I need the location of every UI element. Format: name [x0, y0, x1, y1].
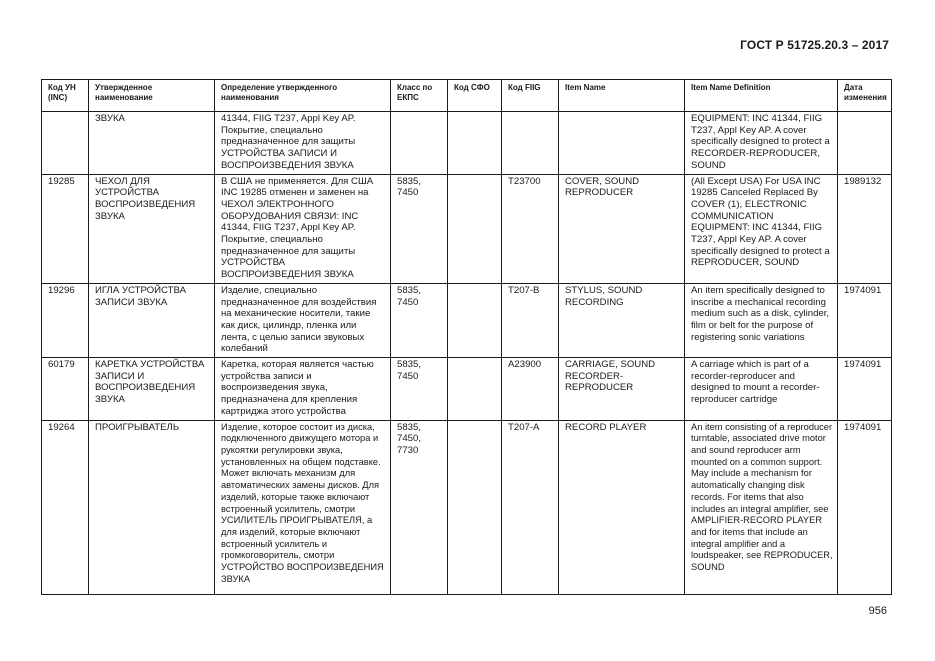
cell-item-definition: An item specifically designed to inscribe a mechanical recording medium such as a disk, cylinder, film or belt for the purpose of registering sonic variations — [685, 283, 838, 357]
table-row — [42, 112, 892, 175]
column-header-inc: Код УН (INC) — [42, 80, 89, 112]
cell-change-date — [838, 112, 892, 175]
cell-item-definition: A carriage which is part of a recorder-reproducer and designed to mount a recorder-reproducer cartridge — [685, 358, 838, 421]
column-header-approved-name: Утвержденное наименование — [89, 80, 215, 112]
cell-change-date: 1974091 — [838, 358, 892, 421]
cell-approved-name: ИГЛА УСТРОЙСТВА ЗАПИСИ ЗВУКА — [89, 283, 215, 357]
cell-definition: Каретка, которая является частью устройства записи и воспроизведения звука, предназначена для крепления картриджа этого устройства — [215, 358, 391, 421]
cell-approved-name: ПРОИГРЫВАТЕЛЬ — [89, 420, 215, 594]
table-row — [42, 174, 892, 283]
column-header-item-definition: Item Name Definition — [685, 80, 838, 112]
cell-class: 5835, 7450, 7730 — [391, 420, 448, 594]
cell-item-definition: (All Except USA) For USA INC 19285 Canceled Replaced By COVER (1), ELECTRONIC COMMUNICATION EQUIPMENT: INC 41344, FIIG T237, Appl Key AP. A cover specifically designed to protect a REPRODUCER, SOUND — [685, 174, 838, 283]
cell-fiig — [502, 112, 559, 175]
column-header-fiig: Код FIIG — [502, 80, 559, 112]
cell-change-date: 1974091 — [838, 420, 892, 594]
cell-item-definition: An item consisting of a reproducer turntable, associated drive motor and sound reproducer arm mounted on a common support. May include a mechanism for automatically changing disk records. For items that also includes an integral amplifier, see AMPLIFIER-RECORD PLAYER and for items that include an integral amplifier and a loudspeaker, see REPRODUCER, SOUND — [685, 420, 838, 594]
cell-class: 5835, 7450 — [391, 283, 448, 357]
cell-definition: Изделие, которое состоит из диска, подключенного движущего мотора и рукоятки регулировки звука, установленных на общем подставке. Может включать механизм для автоматических замены дисков. Для изделий, которые также включают встроенный усилитель, смотри УСИЛИТЕЛЬ ПРОИГРЫВАТЕЛЯ, а для изделий, которые включают встроенный усилитель и громкоговоритель, смотри УСТРОЙСТВО ВОСПРОИЗВЕДЕНИЯ ЗВУКА — [215, 420, 391, 594]
cell-definition: В США не применяется. Для США INC 19285 отменен и заменен на ЧЕХОЛ ЭЛЕКТРОННОГО ОБОРУДОВАНИЯ СВЯЗИ: INC 41344, FIIG T237, Appl Key AP. Покрытие, специально предназначенное для защиты УСТРОЙСТВА ВОСПРОИЗВЕДЕНИЯ ЗВУКА — [215, 174, 391, 283]
cell-inc: 19296 — [42, 283, 89, 357]
cell-sfo — [448, 112, 502, 175]
cell-change-date: 1989132 — [838, 174, 892, 283]
column-header-item-name: Item Name — [559, 80, 685, 112]
cell-fiig: T207-A — [502, 420, 559, 594]
cell-fiig: T23700 — [502, 174, 559, 283]
cell-item-name — [559, 112, 685, 175]
document-standard-header: ГОСТ Р 51725.20.3 – 2017 — [740, 38, 889, 52]
cell-class: 5835, 7450 — [391, 358, 448, 421]
cell-fiig: T207-B — [502, 283, 559, 357]
table-row — [42, 358, 892, 421]
cell-sfo — [448, 420, 502, 594]
classifier-table — [41, 79, 892, 595]
cell-change-date: 1974091 — [838, 283, 892, 357]
cell-inc — [42, 112, 89, 175]
cell-approved-name: ЗВУКА — [89, 112, 215, 175]
cell-sfo — [448, 174, 502, 283]
cell-sfo — [448, 283, 502, 357]
cell-definition: Изделие, специально предназначенное для воздействия на механические носители, такие как диск, цилиндр, пленка или лента, с целью записи звуковых колебаний — [215, 283, 391, 357]
column-header-sfo: Код СФО — [448, 80, 502, 112]
cell-approved-name: КАРЕТКА УСТРОЙСТВА ЗАПИСИ И ВОСПРОИЗВЕДЕНИЯ ЗВУКА — [89, 358, 215, 421]
cell-class: 5835, 7450 — [391, 174, 448, 283]
page-number: 956 — [868, 605, 887, 617]
cell-definition: 41344, FIIG T237, Appl Key AP. Покрытие, специально предназначенное для защиты УСТРОЙСТВА ЗАПИСИ И ВОСПРОИЗВЕДЕНИЯ ЗВУКА — [215, 112, 391, 175]
cell-item-name: CARRIAGE, SOUND RECORDER-REPRODUCER — [559, 358, 685, 421]
cell-inc: 19285 — [42, 174, 89, 283]
cell-item-name: COVER, SOUND REPRODUCER — [559, 174, 685, 283]
column-header-definition: Определение утвержденного наименования — [215, 80, 391, 112]
cell-inc: 19264 — [42, 420, 89, 594]
cell-item-definition: EQUIPMENT: INC 41344, FIIG T237, Appl Key AP. A cover specifically designed to protect a RECORDER-REPRODUCER, SOUND — [685, 112, 838, 175]
cell-fiig: A23900 — [502, 358, 559, 421]
cell-item-name: RECORD PLAYER — [559, 420, 685, 594]
cell-approved-name: ЧЕХОЛ ДЛЯ УСТРОЙСТВА ВОСПРОИЗВЕДЕНИЯ ЗВУКА — [89, 174, 215, 283]
cell-sfo — [448, 358, 502, 421]
table-row — [42, 283, 892, 357]
cell-item-name: STYLUS, SOUND RECORDING — [559, 283, 685, 357]
table-header-row — [42, 80, 892, 112]
column-header-class: Класс по ЕКПС — [391, 80, 448, 112]
column-header-change-date: Дата изменения — [838, 80, 892, 112]
cell-inc: 60179 — [42, 358, 89, 421]
table-row — [42, 420, 892, 594]
cell-class — [391, 112, 448, 175]
